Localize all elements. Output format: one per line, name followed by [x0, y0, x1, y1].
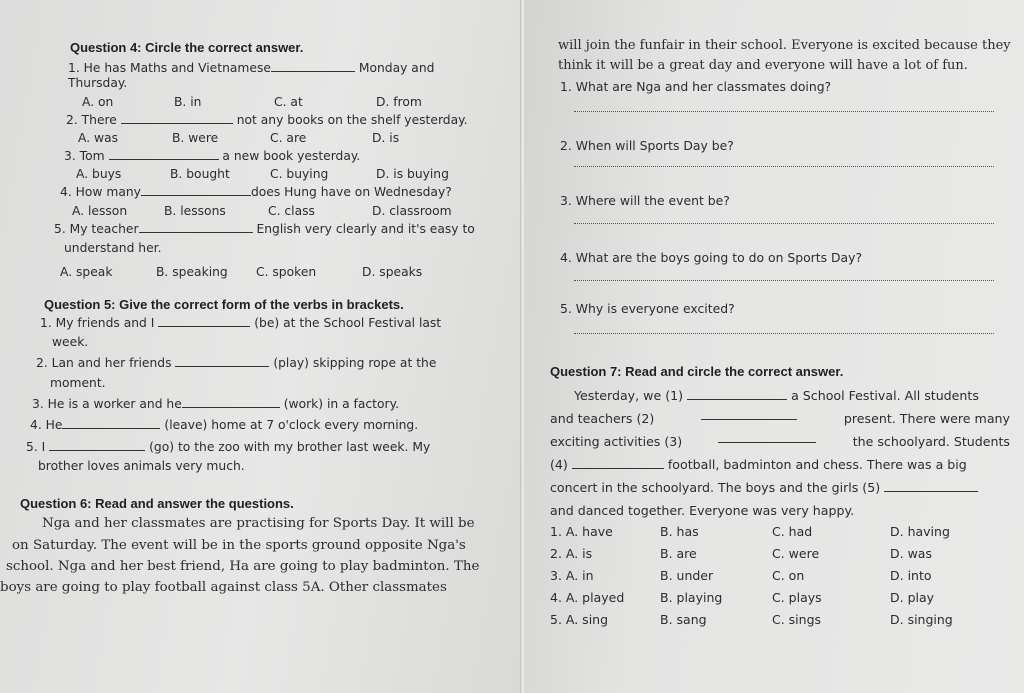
passage-text: present. There were many — [843, 410, 1010, 426]
q4-item-5-text: 5. My teacher — [54, 221, 139, 236]
q5-item-5 — [26, 440, 492, 475]
answer-blank[interactable] — [139, 232, 253, 233]
q4-item-4-options — [72, 204, 492, 218]
q5-item-1 — [40, 316, 492, 351]
q7-options-row-4 — [550, 590, 1018, 605]
q6-question-1: 1. What are Nga and her classmates doing? — [560, 79, 832, 94]
q5-heading: Question 5: Give the correct form of the verbs in brackets. — [44, 296, 404, 312]
answer-blank-3[interactable] — [718, 442, 816, 443]
option-d[interactable]: D. classroom — [372, 203, 452, 218]
q4-item-5-continuation: understand her. — [64, 241, 162, 256]
q5-item-1-rest: (be) at the School Festival last — [254, 315, 442, 330]
q4-item-2-text: 2. There — [66, 112, 117, 127]
option-a[interactable]: A. buys — [76, 167, 122, 182]
passage-text: exciting activities (3) — [550, 433, 683, 449]
answer-blank[interactable] — [49, 450, 145, 451]
passage-text: Yesterday, we (1) — [574, 388, 684, 403]
passage-text: and teachers (2) — [550, 410, 655, 426]
q5-item-4 — [30, 418, 492, 433]
option-d[interactable]: D. speaks — [362, 264, 423, 279]
answer-line[interactable] — [574, 332, 994, 334]
q6-heading: Question 6: Read and answer the questions. — [20, 496, 294, 512]
q4-heading: Question 4: Circle the correct answer. — [70, 40, 304, 55]
q7-options — [550, 524, 1018, 627]
answer-blank-4[interactable] — [572, 468, 664, 469]
q5-item-3-rest: (work) in a factory. — [283, 396, 400, 411]
q4-item-1-rest: Monday and Thursday. — [68, 61, 435, 91]
option-a[interactable]: A. was — [78, 131, 119, 146]
option-b[interactable]: B. has — [660, 524, 699, 540]
q5-item-2-text: 2. Lan and her friends — [36, 356, 172, 371]
passage-text: the schoolyard. Students — [852, 433, 1010, 449]
passage-line — [550, 454, 1018, 477]
q4-item-2 — [66, 113, 492, 145]
option-d[interactable]: D. singing — [890, 612, 953, 628]
passage-line: on Saturday. The event will be in the sports ground opposite Nga's — [12, 537, 466, 553]
option-a[interactable]: A. on — [82, 94, 114, 109]
option-c[interactable]: C. are — [270, 131, 307, 146]
answer-blank[interactable] — [175, 366, 269, 367]
q7-options-row-1 — [550, 524, 1018, 539]
q6-questions — [556, 79, 1018, 334]
option-a[interactable]: 4. A. played — [550, 590, 625, 606]
option-d[interactable]: D. play — [890, 590, 935, 606]
option-b[interactable]: B. playing — [660, 590, 723, 606]
option-c[interactable]: C. at — [274, 94, 303, 109]
q5-item-5-text: 5. I — [26, 439, 46, 454]
option-b[interactable]: B. speaking — [156, 264, 228, 279]
q7-passage — [550, 385, 1018, 522]
option-b[interactable]: B. are — [660, 546, 697, 562]
q5-item-3-text: 3. He is a worker and he — [32, 396, 182, 411]
answer-blank[interactable] — [62, 428, 160, 429]
q6-question-5: 5. Why is everyone excited? — [560, 301, 735, 316]
q4-item-5-options — [60, 265, 492, 279]
q7-heading: Question 7: Read and circle the correct answer. — [550, 364, 844, 379]
q4-item-5 — [54, 222, 492, 279]
q7-options-row-5 — [550, 612, 1018, 627]
passage-text: concert in the schoolyard. The boys and the girls (5) — [550, 479, 881, 495]
answer-blank-1[interactable] — [687, 399, 787, 400]
passage-line — [550, 408, 1018, 431]
option-b[interactable]: B. under — [660, 568, 714, 584]
option-c[interactable]: C. had — [772, 524, 813, 540]
answer-line[interactable] — [574, 165, 994, 167]
option-b[interactable]: B. in — [174, 94, 202, 109]
answer-blank[interactable] — [121, 123, 233, 124]
passage-line: Nga and her classmates are practising for Sports Day. It will be — [42, 516, 475, 532]
option-a[interactable]: A. speak — [60, 264, 113, 279]
passage-text: football, badminton and chess. There was a big — [667, 456, 967, 472]
q4-item-1-text: 1. He has Maths and Vietnamese — [68, 61, 271, 75]
q4-item-2-options — [78, 131, 492, 145]
option-d[interactable]: D. having — [890, 524, 950, 540]
answer-blank[interactable] — [271, 71, 355, 72]
q5-item-1-continuation: week. — [52, 334, 89, 349]
passage-line: and danced together. Everyone was very happy. — [550, 502, 855, 518]
passage-line: school. Nga and her best friend, Ha are going to play badminton. The — [6, 558, 480, 574]
passage-line — [550, 477, 1018, 500]
passage-line: think it will be a great day and everyone will have a lot of fun. — [558, 57, 968, 73]
q4-item-2-rest: not any books on the shelf yesterday. — [236, 112, 468, 127]
passage-line — [550, 385, 1018, 408]
q6-passage-continued — [558, 28, 1018, 75]
q4-item-3-options — [76, 167, 492, 181]
q6-passage — [0, 513, 492, 598]
option-b[interactable]: B. sang — [660, 612, 707, 628]
option-c[interactable]: C. sings — [772, 612, 822, 628]
option-a[interactable]: 1. A. have — [550, 524, 613, 540]
answer-blank-2[interactable] — [701, 419, 797, 420]
passage-line: will join the funfair in their school. Everyone is excited because they — [558, 38, 1011, 53]
option-c[interactable]: C. plays — [772, 590, 822, 606]
q5-item-5-continuation: brother loves animals very much. — [38, 459, 245, 474]
option-d[interactable]: D. was — [890, 546, 932, 562]
passage-line: boys are going to play football against class 5A. Other classmates — [0, 579, 447, 595]
q4-item-5-rest: English very clearly and it's easy to — [256, 221, 475, 236]
option-d[interactable]: D. is buying — [376, 167, 449, 182]
q4-item-3-text: 3. Tom — [64, 149, 105, 164]
q4-item-4-text: 4. How many — [60, 185, 141, 200]
option-b[interactable]: B. were — [172, 131, 219, 146]
passage-text: a School Festival. All students — [791, 388, 979, 403]
option-c[interactable]: C. spoken — [256, 264, 317, 279]
option-d[interactable]: D. into — [890, 568, 932, 584]
answer-blank[interactable] — [141, 195, 251, 196]
q5-item-4-text: 4. He — [30, 418, 63, 433]
option-a[interactable]: 5. A. sing — [550, 612, 609, 628]
q4-item-4-rest: does Hung have on Wednesday? — [250, 185, 452, 200]
option-c[interactable]: C. on — [772, 568, 805, 584]
q6-question-4: 4. What are the boys going to do on Sports Day? — [560, 250, 863, 265]
option-c[interactable]: C. were — [772, 546, 820, 562]
answer-blank[interactable] — [109, 159, 219, 160]
option-b[interactable]: B. lessons — [164, 203, 226, 218]
answer-line[interactable] — [574, 279, 994, 281]
q7-options-row-3 — [550, 568, 1018, 583]
q6-question-2: 2. When will Sports Day be? — [560, 138, 734, 153]
q6-question-3: 3. Where will the event be? — [560, 193, 730, 208]
option-a[interactable]: 2. A. is — [550, 546, 593, 562]
q4-item-3-rest: a new book yesterday. — [222, 149, 361, 164]
option-c[interactable]: C. class — [268, 203, 315, 218]
q4-item-4 — [60, 185, 492, 217]
q4-item-1 — [68, 61, 492, 109]
answer-blank[interactable] — [158, 326, 250, 327]
answer-line[interactable] — [574, 222, 994, 224]
option-b[interactable]: B. bought — [170, 167, 230, 182]
option-d[interactable]: D. is — [372, 131, 400, 146]
answer-blank-5[interactable] — [884, 491, 978, 492]
q5-item-3 — [32, 397, 492, 412]
answer-line[interactable] — [574, 110, 994, 112]
q7-options-row-2 — [550, 546, 1018, 561]
option-a[interactable]: A. lesson — [72, 203, 128, 218]
q4-item-1-options — [82, 95, 492, 109]
q5-item-4-rest: (leave) home at 7 o'clock every morning. — [164, 418, 419, 433]
q5-item-5-rest: (go) to the zoo with my brother last week. My — [149, 439, 431, 454]
answer-blank[interactable] — [182, 407, 280, 408]
passage-line — [550, 431, 1018, 454]
option-d[interactable]: D. from — [376, 94, 422, 109]
q5-item-2-rest: (play) skipping rope at the — [273, 356, 437, 371]
q5-item-2-continuation: moment. — [50, 375, 106, 390]
q4-item-3 — [64, 149, 492, 181]
q5-item-2 — [36, 356, 492, 391]
passage-text: (4) — [550, 456, 568, 472]
option-c[interactable]: C. buying — [270, 167, 329, 182]
right-page — [524, 0, 1024, 693]
q5-item-1-text: 1. My friends and I — [40, 315, 155, 330]
option-a[interactable]: 3. A. in — [550, 568, 594, 584]
